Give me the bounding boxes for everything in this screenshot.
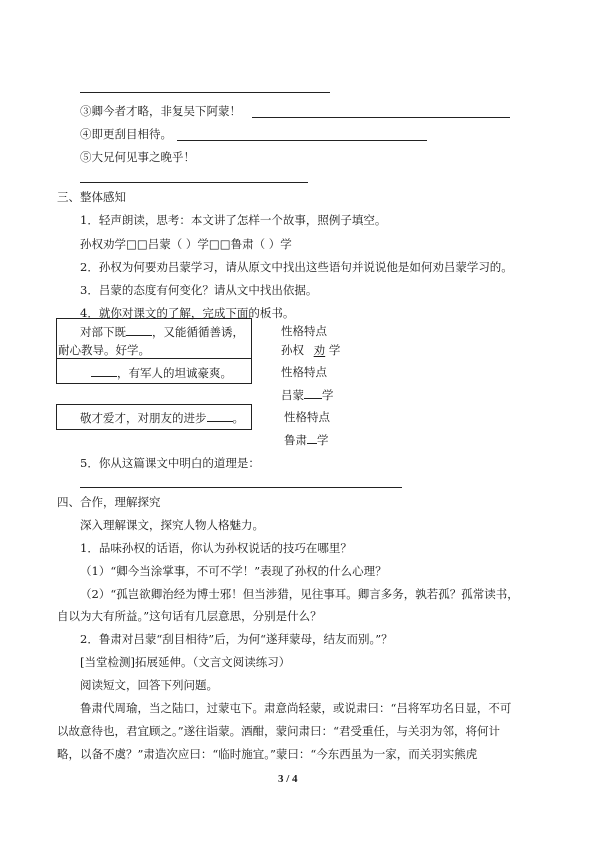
- board-box1-line2: 耐心教导。好学。: [58, 343, 150, 357]
- board-word-xue-2: 学: [322, 388, 334, 402]
- board-right-row-2: [281, 386, 334, 403]
- reading-instruction: 阅读短文，回答下列问题。: [80, 678, 218, 692]
- board-blank-1[interactable]: [126, 323, 152, 336]
- section4-question-1: 1．品味孙权的话语，你认为孙权说话的技巧在哪里？: [80, 541, 352, 555]
- section3-question-5: 5．你从这篇课文中明白的道理是：: [80, 456, 260, 470]
- section3-question-2: 2．孙权为何要劝吕蒙学习，请从原文中找出这些语句并说说他是如何劝吕蒙学习的。: [80, 260, 513, 274]
- board-right-row-3: [284, 431, 329, 448]
- section3-question-3: 3．吕蒙的态度有何变化？请从文中找出依据。: [80, 283, 318, 297]
- answer-line-q5: [80, 487, 402, 488]
- board-box1-text-a: 对部下既: [80, 325, 126, 339]
- passage-line-2: 以故意待也，君宜顾之。”遂往诣蒙。酒酣，蒙问肃曰：“君受重任，与关羽为邻，将何计: [57, 724, 501, 738]
- section4-question-2: 2．鲁肃对吕蒙“刮目相待”后，为何“遂拜蒙母，结友而别。”？: [80, 632, 393, 646]
- board-word-xue-3: 学: [317, 433, 329, 447]
- board-box3-text-a: 敬才爱才，对朋友的进步: [80, 411, 207, 425]
- section4-question-1-2-line1: （2）“孤岂欲卿治经为博士邪！但当涉猎，见往事耳。卿言多务，孰若孤？孤常读书，: [80, 587, 519, 601]
- board-blank-2[interactable]: [91, 364, 117, 377]
- passage-line-1: 鲁肃代周瑜，当之陆口，过蒙屯下。肃意尚轻蒙，或说肃曰：“吕将军功名日显，不可: [80, 701, 512, 715]
- section4-question-1-2-line2: 自以为大有所益。”这句话有几层意思，分别是什么？: [57, 609, 322, 623]
- sentence-item-4: ④即更刮目相待。: [80, 127, 172, 141]
- section3-question-4: 4．就你对课文的了解，完成下面的板书。: [80, 306, 295, 320]
- section3-question-1-example: 孙权劝学□□吕蒙（ ）学□□鲁肃（ ）学: [80, 237, 292, 251]
- section4-question-1-1: （1）“卿今当涂掌事，不可不学！”表现了孙权的什么心理？: [80, 564, 387, 578]
- board-box2-line: [91, 364, 232, 381]
- board-right-title-3: 性格特点: [284, 410, 330, 424]
- section3-heading: 三、整体感知: [57, 190, 126, 204]
- board-blank-3[interactable]: [207, 409, 233, 422]
- page-number: 3 / 4: [278, 773, 298, 785]
- board-word-xue-1: 学: [328, 343, 341, 357]
- answer-line-5: [80, 182, 308, 183]
- section4-intro: 深入理解课文，探究人物人格魅力。: [80, 518, 264, 532]
- answer-line-4: [177, 140, 427, 141]
- board-blank-lvmeng[interactable]: [304, 386, 322, 399]
- board-box2-text: ，有军人的坦诚豪爽。: [117, 366, 232, 380]
- board-box1-line1: [80, 323, 244, 340]
- section4-heading: 四、合作，理解探究: [57, 495, 161, 509]
- board-box3-line: [80, 409, 244, 426]
- section3-question-1: 1．轻声朗读，思考：本文讲了怎样一个故事，照例子填空。: [80, 213, 387, 227]
- board-fill-quan: 劝: [313, 343, 326, 357]
- board-right-row-1: [281, 342, 340, 358]
- answer-line-3: [252, 117, 510, 118]
- board-right-title-1: 性格特点: [281, 324, 327, 338]
- classroom-check-heading: [当堂检测]拓展延伸。（文言文阅读练习）: [80, 655, 291, 669]
- board-name-lusu: 鲁肃: [284, 433, 307, 447]
- sentence-item-3: ③卿今者才略，非复吴下阿蒙！: [80, 104, 241, 118]
- board-box1-text-b: ，又能循循善诱，: [152, 325, 244, 339]
- answer-line-2: [80, 92, 330, 93]
- board-name-sunquan: 孙权: [281, 343, 304, 357]
- board-box3-text-b: 。: [232, 411, 244, 425]
- board-right-title-2: 性格特点: [281, 365, 327, 379]
- board-name-lvmeng: 吕蒙: [281, 388, 304, 402]
- sentence-item-5: ⑤大兄何见事之晚乎！: [80, 150, 195, 164]
- passage-line-3: 略，以备不虞？”肃造次应曰：“临时施宜。”蒙曰：“今东西虽为一家，而关羽实熊虎: [57, 747, 478, 761]
- board-blank-lusu[interactable]: [307, 431, 317, 444]
